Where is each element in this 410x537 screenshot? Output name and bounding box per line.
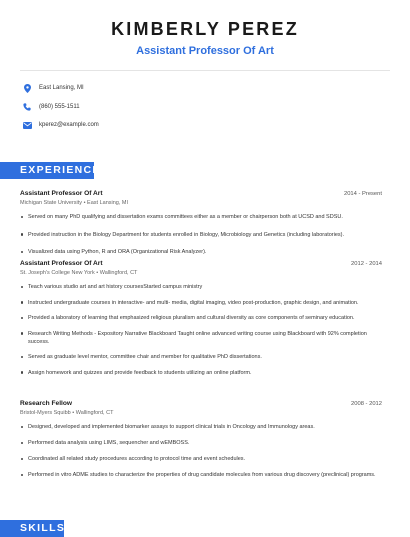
location-pin-icon xyxy=(22,83,32,93)
contact-phone-text: (860) 555-1511 xyxy=(39,103,80,110)
job-bullet: Performed in vitro ADME studies to characterize the properties of drug candidate molecules from various drug discovery (preclinical) programs. xyxy=(20,471,382,479)
job-bullet: Teach various studio art and art history coursesStarted campus ministry xyxy=(20,283,382,291)
header-divider xyxy=(20,70,390,71)
contact-location xyxy=(22,79,410,97)
job-organization: St. Joseph's College New York • Wallingford, CT xyxy=(20,270,138,276)
contact-list xyxy=(22,79,410,134)
job-location: East Lansing, MI xyxy=(87,200,129,206)
envelope-icon xyxy=(22,120,32,130)
job-title: Research Fellow xyxy=(20,400,73,407)
job-bullet: Designed, developed and implemented biomarker assays to support clinical trials in Oncology and Immunology areas. xyxy=(20,423,382,431)
job-bullet: Visualized data using Python, R and ORA (Organizational Risk Analyzer). xyxy=(20,248,382,256)
job-dates: 2014 - Present xyxy=(343,191,382,197)
contact-location-text: East Lansing, MI xyxy=(39,85,84,91)
job-organization: Michigan State University • East Lansing, MI xyxy=(20,200,129,206)
job-bullet: Provided instruction in the Biology Department for students enrolled in Biology, Microbiology and Genetics (including laboratories). xyxy=(20,231,382,239)
job-entry xyxy=(20,260,382,377)
job-entry xyxy=(20,190,382,256)
job-entry xyxy=(20,400,382,479)
job-organization: Bristol-Myers Squibb • Wallingford, CT xyxy=(20,410,114,416)
job-location: Wallingford, CT xyxy=(99,270,138,276)
job-bullet: Research Writing Methods - Expository Narrative Blackboard Taught online advanced writing course using Blackboard with 92% completion success. xyxy=(20,330,382,346)
phone-icon xyxy=(22,102,32,112)
job-bullet: Served on many PhD qualifying and dissertation exams committees either as a member or chairperson both at UCSD and SDSU. xyxy=(20,213,382,221)
job-title: Assistant Professor Of Art xyxy=(20,260,103,267)
contact-email-text[interactable]: kperez@example.com xyxy=(39,122,99,128)
job-bullets xyxy=(20,283,382,377)
job-bullet: Performed data analysis using LIMS, sequencher and wEMBOSS. xyxy=(20,439,382,447)
contact-phone xyxy=(22,98,410,116)
job-employer: St. Joseph's College New York xyxy=(20,270,95,276)
job-employer: Bristol-Myers Squibb xyxy=(20,410,71,416)
job-bullet: Coordinated all related study procedures according to protocol time and event schedules. xyxy=(20,455,382,463)
section-heading-skills: SKILLS xyxy=(0,520,64,537)
job-dates: 2012 - 2014 xyxy=(351,261,382,267)
job-bullet: Provided a laboratory of learning that emphasized religious pluralism and cultural diversity as core components of seminary education. xyxy=(20,314,382,322)
job-employer: Michigan State University xyxy=(20,200,83,206)
section-heading-experience: EXPERIENCE xyxy=(0,162,94,179)
job-bullet: Assign homework and quizzes and provide feedback to students utilizing an online platform. xyxy=(20,369,382,377)
job-title: Assistant Professor Of Art xyxy=(20,190,103,197)
job-dates: 2008 - 2012 xyxy=(351,401,382,407)
job-bullet: Instructed undergraduate courses in interactive- and multi- media, digital imaging, video post-production, graphic design, and animation. xyxy=(20,299,382,307)
job-bullets xyxy=(20,423,382,479)
job-bullet: Served as graduate level mentor, committee chair and member for qualitative PhD dissertations. xyxy=(20,353,382,361)
job-location: Wallingford, CT xyxy=(75,410,114,416)
contact-email xyxy=(22,116,410,134)
resume-header xyxy=(0,0,410,58)
job-bullets xyxy=(20,213,382,256)
candidate-name: KIMBERLY PEREZ xyxy=(111,19,299,39)
candidate-title: Assistant Professor Of Art xyxy=(136,45,274,57)
